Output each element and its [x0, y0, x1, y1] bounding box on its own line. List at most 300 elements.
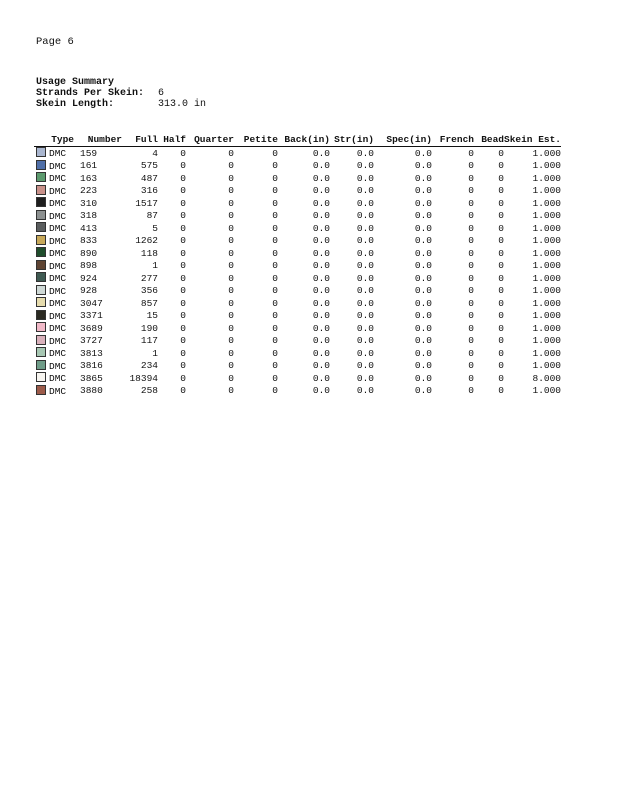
spec-length: 0.0: [414, 372, 432, 384]
thread-type: DMC: [49, 348, 67, 359]
petite-count: 0: [272, 310, 278, 321]
bead-count: 0: [498, 160, 504, 171]
half-count: 0: [180, 285, 186, 296]
petite-count: 0: [272, 322, 278, 334]
spec-length: 0.0: [414, 185, 432, 196]
table-header-row: [34, 134, 561, 147]
back-length: 0.0: [312, 197, 330, 209]
spec-length: 0.0: [414, 385, 432, 396]
petite-count: 0: [272, 360, 278, 371]
french-count: 0: [468, 160, 474, 171]
french-count: 0: [468, 185, 474, 196]
french-count: 0: [468, 272, 474, 284]
full-count: 1517: [135, 197, 158, 209]
skein-estimate: 1.000: [532, 272, 562, 284]
french-count: 0: [468, 322, 474, 334]
thread-number: 3880: [80, 385, 103, 396]
thread-number: 3816: [80, 360, 103, 371]
full-count: 15: [146, 310, 158, 321]
skein-estimate: 1.000: [532, 360, 562, 371]
back-length: 0.0: [312, 385, 330, 396]
thread-number: 318: [80, 210, 98, 221]
french-count: 0: [468, 347, 474, 359]
full-count: 190: [140, 322, 158, 334]
thread-number: 924: [80, 272, 98, 284]
french-count: 0: [468, 172, 474, 184]
quarter-count: 0: [228, 172, 234, 184]
back-length: 0.0: [312, 347, 330, 359]
type-cell: [34, 210, 74, 223]
color-swatch: [36, 222, 46, 232]
bead-count: 0: [498, 197, 504, 209]
full-count: 1: [152, 347, 158, 359]
french-count: 0: [468, 247, 474, 259]
back-length: 0.0: [312, 310, 330, 321]
str-length: 0.0: [356, 322, 374, 334]
thread-type: DMC: [49, 360, 67, 372]
skein-estimate: 1.000: [532, 235, 562, 246]
quarter-count: 0: [228, 185, 234, 196]
color-swatch: [36, 272, 46, 282]
color-swatch: [36, 260, 46, 270]
color-swatch: [36, 172, 46, 182]
half-count: 0: [180, 222, 186, 234]
type-cell: [34, 235, 74, 248]
half-count: 0: [180, 172, 186, 184]
thread-type: DMC: [49, 160, 67, 172]
type-cell: [34, 160, 74, 173]
half-count: 0: [180, 185, 186, 196]
skein-estimate: 1.000: [532, 247, 562, 259]
header-back: Back(in): [278, 134, 330, 147]
spec-length: 0.0: [414, 335, 432, 346]
bead-count: 0: [498, 247, 504, 259]
back-length: 0.0: [312, 210, 330, 221]
table-row: [34, 385, 561, 398]
usage-table: [34, 134, 561, 397]
type-cell: [34, 147, 74, 160]
full-count: 356: [140, 285, 158, 296]
thread-number: 161: [80, 160, 98, 171]
str-length: 0.0: [356, 372, 374, 384]
back-length: 0.0: [312, 297, 330, 309]
french-count: 0: [468, 197, 474, 209]
full-count: 258: [140, 385, 158, 396]
quarter-count: 0: [228, 335, 234, 346]
header-number: Number: [74, 134, 122, 147]
petite-count: 0: [272, 335, 278, 346]
table-row: [34, 210, 561, 223]
color-swatch: [36, 372, 46, 382]
back-length: 0.0: [312, 260, 330, 271]
thread-number: 3813: [80, 347, 103, 359]
thread-number: 223: [80, 185, 98, 196]
back-length: 0.0: [312, 360, 330, 371]
color-swatch: [36, 310, 46, 320]
french-count: 0: [468, 385, 474, 396]
petite-count: 0: [272, 260, 278, 271]
table-row: [34, 322, 561, 335]
full-count: 87: [146, 210, 158, 221]
petite-count: 0: [272, 172, 278, 184]
thread-number: 928: [80, 285, 98, 296]
header-french: French: [432, 134, 474, 147]
half-count: 0: [180, 247, 186, 259]
header-half: Half: [158, 134, 186, 147]
petite-count: 0: [272, 222, 278, 234]
spec-length: 0.0: [414, 222, 432, 234]
type-cell: [34, 285, 74, 298]
spec-length: 0.0: [414, 147, 432, 159]
spec-length: 0.0: [414, 347, 432, 359]
skein-estimate: 1.000: [532, 222, 562, 234]
back-length: 0.0: [312, 147, 330, 159]
skein-length-value: 313.0 in: [158, 99, 207, 110]
full-count: 1: [152, 260, 158, 271]
type-cell: [34, 360, 74, 373]
color-swatch: [36, 247, 46, 257]
str-length: 0.0: [356, 210, 374, 221]
header-str: Str(in): [330, 134, 374, 147]
french-count: 0: [468, 222, 474, 234]
skein-estimate: 1.000: [532, 197, 562, 209]
type-cell: [34, 322, 74, 335]
bead-count: 0: [498, 185, 504, 196]
thread-number: 3865: [80, 372, 103, 384]
quarter-count: 0: [228, 235, 234, 246]
bead-count: 0: [498, 285, 504, 296]
back-length: 0.0: [312, 172, 330, 184]
table-row: [34, 260, 561, 273]
thread-type: DMC: [49, 223, 67, 234]
spec-length: 0.0: [414, 247, 432, 259]
thread-type: DMC: [49, 310, 67, 322]
table-row: [34, 335, 561, 348]
color-swatch: [36, 185, 46, 195]
bead-count: 0: [498, 372, 504, 384]
half-count: 0: [180, 372, 186, 384]
full-count: 1262: [135, 235, 158, 246]
french-count: 0: [468, 360, 474, 371]
spec-length: 0.0: [414, 322, 432, 334]
french-count: 0: [468, 310, 474, 321]
header-bead: Bead: [474, 134, 504, 147]
skein-estimate: 1.000: [532, 147, 562, 159]
skein-estimate: 1.000: [532, 160, 562, 171]
full-count: 18394: [129, 372, 158, 384]
half-count: 0: [180, 147, 186, 159]
spec-length: 0.0: [414, 285, 432, 296]
petite-count: 0: [272, 272, 278, 284]
back-length: 0.0: [312, 372, 330, 384]
color-swatch: [36, 335, 46, 345]
strands-value: 6: [158, 88, 165, 99]
petite-count: 0: [272, 347, 278, 359]
color-swatch: [36, 210, 46, 220]
skein-estimate: 1.000: [532, 322, 562, 334]
back-length: 0.0: [312, 222, 330, 234]
spec-length: 0.0: [414, 360, 432, 371]
french-count: 0: [468, 372, 474, 384]
thread-type: DMC: [49, 248, 67, 259]
half-count: 0: [180, 347, 186, 359]
type-cell: [34, 260, 74, 273]
thread-number: 890: [80, 247, 98, 259]
type-cell: [34, 297, 74, 310]
bead-count: 0: [498, 172, 504, 184]
summary-title: Usage Summary: [36, 77, 115, 88]
back-length: 0.0: [312, 247, 330, 259]
half-count: 0: [180, 272, 186, 284]
back-length: 0.0: [312, 160, 330, 171]
bead-count: 0: [498, 272, 504, 284]
skein-estimate: 1.000: [532, 310, 562, 321]
half-count: 0: [180, 360, 186, 371]
str-length: 0.0: [356, 347, 374, 359]
color-swatch: [36, 147, 46, 157]
half-count: 0: [180, 160, 186, 171]
full-count: 234: [140, 360, 158, 371]
quarter-count: 0: [228, 372, 234, 384]
full-count: 4: [152, 147, 158, 159]
str-length: 0.0: [356, 285, 374, 296]
thread-type: DMC: [49, 273, 67, 284]
table-row: [34, 247, 561, 260]
bead-count: 0: [498, 297, 504, 309]
bead-count: 0: [498, 235, 504, 246]
skein-estimate: 1.000: [532, 297, 562, 309]
header-quarter: Quarter: [186, 134, 234, 147]
bead-count: 0: [498, 310, 504, 321]
full-count: 277: [140, 272, 158, 284]
table-row: [34, 172, 561, 185]
bead-count: 0: [498, 210, 504, 221]
spec-length: 0.0: [414, 310, 432, 321]
type-cell: [34, 197, 74, 210]
type-cell: [34, 222, 74, 235]
str-length: 0.0: [356, 222, 374, 234]
petite-count: 0: [272, 147, 278, 159]
table-row: [34, 347, 561, 360]
quarter-count: 0: [228, 297, 234, 309]
petite-count: 0: [272, 247, 278, 259]
bead-count: 0: [498, 260, 504, 271]
french-count: 0: [468, 235, 474, 246]
spec-length: 0.0: [414, 172, 432, 184]
full-count: 316: [140, 185, 158, 196]
header-spec: Spec(in): [374, 134, 432, 147]
quarter-count: 0: [228, 197, 234, 209]
color-swatch: [36, 160, 46, 170]
thread-number: 3689: [80, 322, 103, 334]
thread-type: DMC: [49, 210, 67, 222]
str-length: 0.0: [356, 297, 374, 309]
color-swatch: [36, 285, 46, 295]
thread-type: DMC: [49, 148, 67, 159]
half-count: 0: [180, 260, 186, 271]
str-length: 0.0: [356, 360, 374, 371]
usage-table-body: [34, 147, 561, 398]
color-swatch: [36, 297, 46, 307]
str-length: 0.0: [356, 147, 374, 159]
petite-count: 0: [272, 285, 278, 296]
spec-length: 0.0: [414, 197, 432, 209]
thread-number: 833: [80, 235, 98, 246]
quarter-count: 0: [228, 347, 234, 359]
skein-length-label: Skein Length:: [36, 99, 115, 110]
color-swatch: [36, 322, 46, 332]
type-cell: [34, 385, 74, 398]
str-length: 0.0: [356, 160, 374, 171]
str-length: 0.0: [356, 197, 374, 209]
bead-count: 0: [498, 222, 504, 234]
full-count: 575: [140, 160, 158, 171]
full-count: 118: [140, 247, 158, 259]
french-count: 0: [468, 210, 474, 221]
thread-type: DMC: [49, 385, 67, 397]
back-length: 0.0: [312, 322, 330, 334]
table-row: [34, 160, 561, 173]
skein-estimate: 1.000: [532, 260, 562, 271]
back-length: 0.0: [312, 235, 330, 246]
petite-count: 0: [272, 210, 278, 221]
petite-count: 0: [272, 297, 278, 309]
back-length: 0.0: [312, 335, 330, 346]
petite-count: 0: [272, 185, 278, 196]
skein-estimate: 1.000: [532, 185, 562, 196]
thread-number: 3371: [80, 310, 103, 321]
table-row: [34, 310, 561, 323]
table-row: [34, 235, 561, 248]
thread-type: DMC: [49, 198, 67, 209]
strands-label: Strands Per Skein:: [36, 88, 145, 99]
color-swatch: [36, 347, 46, 357]
type-cell: [34, 347, 74, 360]
full-count: 5: [152, 222, 158, 234]
thread-number: 3727: [80, 335, 103, 346]
thread-number: 898: [80, 260, 98, 271]
quarter-count: 0: [228, 385, 234, 396]
quarter-count: 0: [228, 160, 234, 171]
spec-length: 0.0: [414, 297, 432, 309]
skein-estimate: 1.000: [532, 385, 562, 396]
skein-estimate: 8.000: [532, 372, 562, 384]
header-full: Full: [122, 134, 158, 147]
spec-length: 0.0: [414, 260, 432, 271]
petite-count: 0: [272, 235, 278, 246]
table-row: [34, 372, 561, 385]
thread-type: DMC: [49, 323, 67, 334]
quarter-count: 0: [228, 222, 234, 234]
str-length: 0.0: [356, 272, 374, 284]
header-petite: Petite: [234, 134, 278, 147]
back-length: 0.0: [312, 272, 330, 284]
skein-estimate: 1.000: [532, 210, 562, 221]
thread-type: DMC: [49, 173, 67, 184]
thread-type: DMC: [49, 335, 67, 347]
skein-estimate: 1.000: [532, 172, 562, 184]
half-count: 0: [180, 322, 186, 334]
full-count: 857: [140, 297, 158, 309]
page-label: Page 6: [36, 36, 74, 48]
spec-length: 0.0: [414, 235, 432, 246]
bead-count: 0: [498, 335, 504, 346]
thread-number: 163: [80, 172, 98, 184]
spec-length: 0.0: [414, 272, 432, 284]
bead-count: 0: [498, 147, 504, 159]
skein-estimate: 1.000: [532, 335, 562, 346]
type-cell: [34, 372, 74, 385]
str-length: 0.0: [356, 385, 374, 396]
thread-number: 413: [80, 222, 98, 234]
quarter-count: 0: [228, 260, 234, 271]
quarter-count: 0: [228, 247, 234, 259]
str-length: 0.0: [356, 335, 374, 346]
full-count: 117: [140, 335, 158, 346]
french-count: 0: [468, 285, 474, 296]
french-count: 0: [468, 335, 474, 346]
bead-count: 0: [498, 360, 504, 371]
table-row: [34, 272, 561, 285]
bead-count: 0: [498, 322, 504, 334]
petite-count: 0: [272, 385, 278, 396]
thread-number: 3047: [80, 297, 103, 309]
half-count: 0: [180, 197, 186, 209]
color-swatch: [36, 385, 46, 395]
half-count: 0: [180, 385, 186, 396]
quarter-count: 0: [228, 147, 234, 159]
half-count: 0: [180, 335, 186, 346]
type-cell: [34, 185, 74, 198]
thread-type: DMC: [49, 373, 67, 384]
spec-length: 0.0: [414, 210, 432, 221]
thread-number: 159: [80, 147, 98, 159]
skein-estimate: 1.000: [532, 347, 562, 359]
table-row: [34, 360, 561, 373]
color-swatch: [36, 197, 46, 207]
skein-estimate: 1.000: [532, 285, 562, 296]
header-type: Type: [34, 134, 74, 147]
thread-type: DMC: [49, 285, 67, 297]
half-count: 0: [180, 310, 186, 321]
quarter-count: 0: [228, 310, 234, 321]
quarter-count: 0: [228, 322, 234, 334]
table-row: [34, 297, 561, 310]
type-cell: [34, 247, 74, 260]
str-length: 0.0: [356, 235, 374, 246]
quarter-count: 0: [228, 210, 234, 221]
thread-number: 310: [80, 197, 98, 209]
color-swatch: [36, 235, 46, 245]
table-row: [34, 222, 561, 235]
petite-count: 0: [272, 197, 278, 209]
thread-type: DMC: [49, 185, 67, 197]
full-count: 487: [140, 172, 158, 184]
color-swatch: [36, 360, 46, 370]
table-row: [34, 147, 561, 160]
petite-count: 0: [272, 160, 278, 171]
str-length: 0.0: [356, 185, 374, 196]
half-count: 0: [180, 210, 186, 221]
table-row: [34, 197, 561, 210]
type-cell: [34, 172, 74, 185]
petite-count: 0: [272, 372, 278, 384]
bead-count: 0: [498, 385, 504, 396]
table-row: [34, 285, 561, 298]
half-count: 0: [180, 297, 186, 309]
usage-summary: [36, 77, 207, 110]
quarter-count: 0: [228, 272, 234, 284]
